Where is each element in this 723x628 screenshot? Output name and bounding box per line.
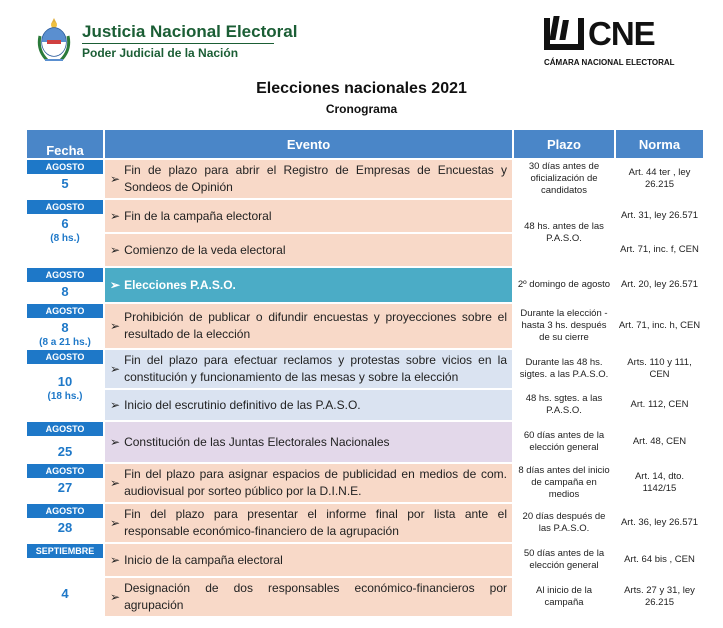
argentina-seal-icon bbox=[37, 16, 71, 64]
arrow-icon: ➢ bbox=[110, 515, 121, 530]
plazo-cell: Durante las 48 hs. sigtes. a las P.A.S.O. bbox=[514, 350, 614, 388]
arrow-icon: ➢ bbox=[110, 552, 121, 567]
date-day: 4 bbox=[61, 586, 69, 601]
event-cell: ➢ Inicio de la campaña electoral bbox=[105, 544, 512, 576]
header-evento: Evento bbox=[105, 130, 512, 158]
header-norma: Norma bbox=[616, 130, 703, 158]
document-subtitle: Cronograma bbox=[325, 102, 398, 116]
arrow-icon: ➢ bbox=[110, 475, 121, 490]
norma-cell: Art. 71, inc. h, CEN bbox=[616, 304, 703, 348]
date-month: AGOSTO bbox=[27, 268, 103, 282]
date-month: AGOSTO bbox=[27, 160, 103, 174]
date-month: AGOSTO bbox=[27, 200, 103, 214]
event-cell: ➢ Fin del plazo para efectuar reclamos y protestas sobre vicios en la constitución y funcionamiento de las mesas y sobre la elección bbox=[105, 350, 512, 388]
date-day: 27 bbox=[57, 480, 73, 495]
date-month: AGOSTO bbox=[27, 304, 103, 318]
date-day: 8 bbox=[61, 320, 69, 335]
plazo-cell: Durante la elección - hasta 3 hs. después de su cierre bbox=[514, 304, 614, 348]
event-cell: ➢ Fin de la campaña electoral bbox=[105, 200, 512, 232]
plazo-cell: 50 días antes de la elección general bbox=[514, 544, 614, 576]
date-day: 6 bbox=[61, 216, 69, 231]
date-month: AGOSTO bbox=[27, 504, 103, 518]
date-cell bbox=[27, 160, 103, 198]
org-subtitle: Poder Judicial de la Nación bbox=[82, 46, 239, 60]
date-time: (8 hs.) bbox=[50, 233, 80, 244]
norma-cell: Art. 31, ley 26.571 bbox=[616, 200, 703, 232]
date-cell bbox=[27, 268, 103, 302]
norma-cell: Arts. 110 y 111, CEN bbox=[616, 350, 703, 388]
plazo-cell: 30 días antes de oficialización de candidatos bbox=[514, 160, 614, 198]
plazo-cell: 48 hs. sgtes. a las P.A.S.O. bbox=[514, 390, 614, 420]
plazo-cell: 48 hs. antes de las P.A.S.O. bbox=[514, 200, 614, 266]
date-day: 8 bbox=[61, 284, 69, 299]
arrow-icon: ➢ bbox=[110, 171, 121, 186]
arrow-icon: ➢ bbox=[110, 208, 121, 223]
cne-name: CNE bbox=[588, 15, 655, 52]
cne-subtitle: CÁMARA NACIONAL ELECTORAL bbox=[544, 58, 675, 67]
event-cell: ➢ Inicio del escrutinio definitivo de las P.A.S.O. bbox=[105, 390, 512, 420]
norma-cell: Art. 36, ley 26.571 bbox=[616, 504, 703, 542]
header-plazo: Plazo bbox=[514, 130, 614, 158]
date-cell bbox=[27, 200, 103, 266]
date-cell bbox=[27, 544, 103, 616]
date-month: AGOSTO bbox=[27, 464, 103, 478]
norma-cell: Art. 112, CEN bbox=[616, 390, 703, 420]
event-cell: ➢ Fin de plazo para abrir el Registro de Empresas de Encuestas y Sondeos de Opinión bbox=[105, 160, 512, 198]
cne-logo-icon bbox=[544, 14, 584, 52]
norma-cell: Art. 71, inc. f, CEN bbox=[616, 234, 703, 266]
date-month: SEPTIEMBRE bbox=[27, 544, 103, 558]
arrow-icon: ➢ bbox=[110, 361, 121, 376]
arrow-icon: ➢ bbox=[110, 277, 121, 292]
arrow-icon: ➢ bbox=[110, 589, 121, 604]
date-day: 28 bbox=[57, 520, 73, 535]
document-title: Elecciones nacionales 2021 bbox=[256, 80, 467, 97]
event-cell: ➢ Designación de dos responsables económico-financieros por agrupación bbox=[105, 578, 512, 616]
norma-cell: Art. 14, dto. 1142/15 bbox=[616, 464, 703, 502]
event-cell: ➢ Constitución de las Juntas Electorales Nacionales bbox=[105, 422, 512, 462]
date-cell bbox=[27, 422, 103, 462]
org-title-rule bbox=[82, 43, 274, 44]
date-month: AGOSTO bbox=[27, 350, 103, 364]
event-cell: ➢ Prohibición de publicar o difundir encuestas y proyecciones sobre el resultado de la elección bbox=[105, 304, 512, 348]
norma-cell: Art. 20, ley 26.571 bbox=[616, 268, 703, 302]
header-fecha: Fecha bbox=[27, 130, 103, 158]
page-header bbox=[0, 0, 723, 80]
date-day: 25 bbox=[57, 444, 73, 459]
norma-cell: Arts. 27 y 31, ley 26.215 bbox=[616, 578, 703, 616]
date-time: (8 a 21 hs.) bbox=[39, 337, 91, 348]
plazo-cell: 60 días antes de la elección general bbox=[514, 422, 614, 462]
plazo-cell: Al inicio de la campaña bbox=[514, 578, 614, 616]
arrow-icon: ➢ bbox=[110, 434, 121, 449]
norma-cell: Art. 64 bis , CEN bbox=[616, 544, 703, 576]
arrow-icon: ➢ bbox=[110, 397, 121, 412]
arrow-icon: ➢ bbox=[110, 242, 121, 257]
date-day: 5 bbox=[61, 176, 69, 191]
event-cell: ➢ Elecciones P.A.S.O. bbox=[105, 268, 512, 302]
plazo-cell: 2º domingo de agosto bbox=[514, 268, 614, 302]
date-cell bbox=[27, 464, 103, 502]
arrow-icon: ➢ bbox=[110, 318, 121, 333]
date-month: AGOSTO bbox=[27, 422, 103, 436]
norma-cell: Art. 48, CEN bbox=[616, 422, 703, 462]
plazo-cell: 8 días antes del inicio de campaña en medios bbox=[514, 464, 614, 502]
date-cell bbox=[27, 350, 103, 420]
plazo-cell: 20 días después de las P.A.S.O. bbox=[514, 504, 614, 542]
norma-cell: Art. 44 ter , ley 26.215 bbox=[616, 160, 703, 198]
date-time: (18 hs.) bbox=[47, 391, 83, 402]
date-cell bbox=[27, 304, 103, 348]
date-cell bbox=[27, 504, 103, 542]
schedule-table bbox=[27, 130, 703, 616]
event-cell: ➢ Fin del plazo para asignar espacios de publicidad en medios de com. audiovisual por sorteo público por la D.I.N.E. bbox=[105, 464, 512, 502]
event-cell: ➢ Fin del plazo para presentar el informe final por lista ante el responsable económico-financiero de la agrupación bbox=[105, 504, 512, 542]
date-day: 10 bbox=[57, 374, 73, 389]
event-cell: ➢ Comienzo de la veda electoral bbox=[105, 234, 512, 266]
org-title: Justicia Nacional Electoral bbox=[82, 22, 298, 41]
